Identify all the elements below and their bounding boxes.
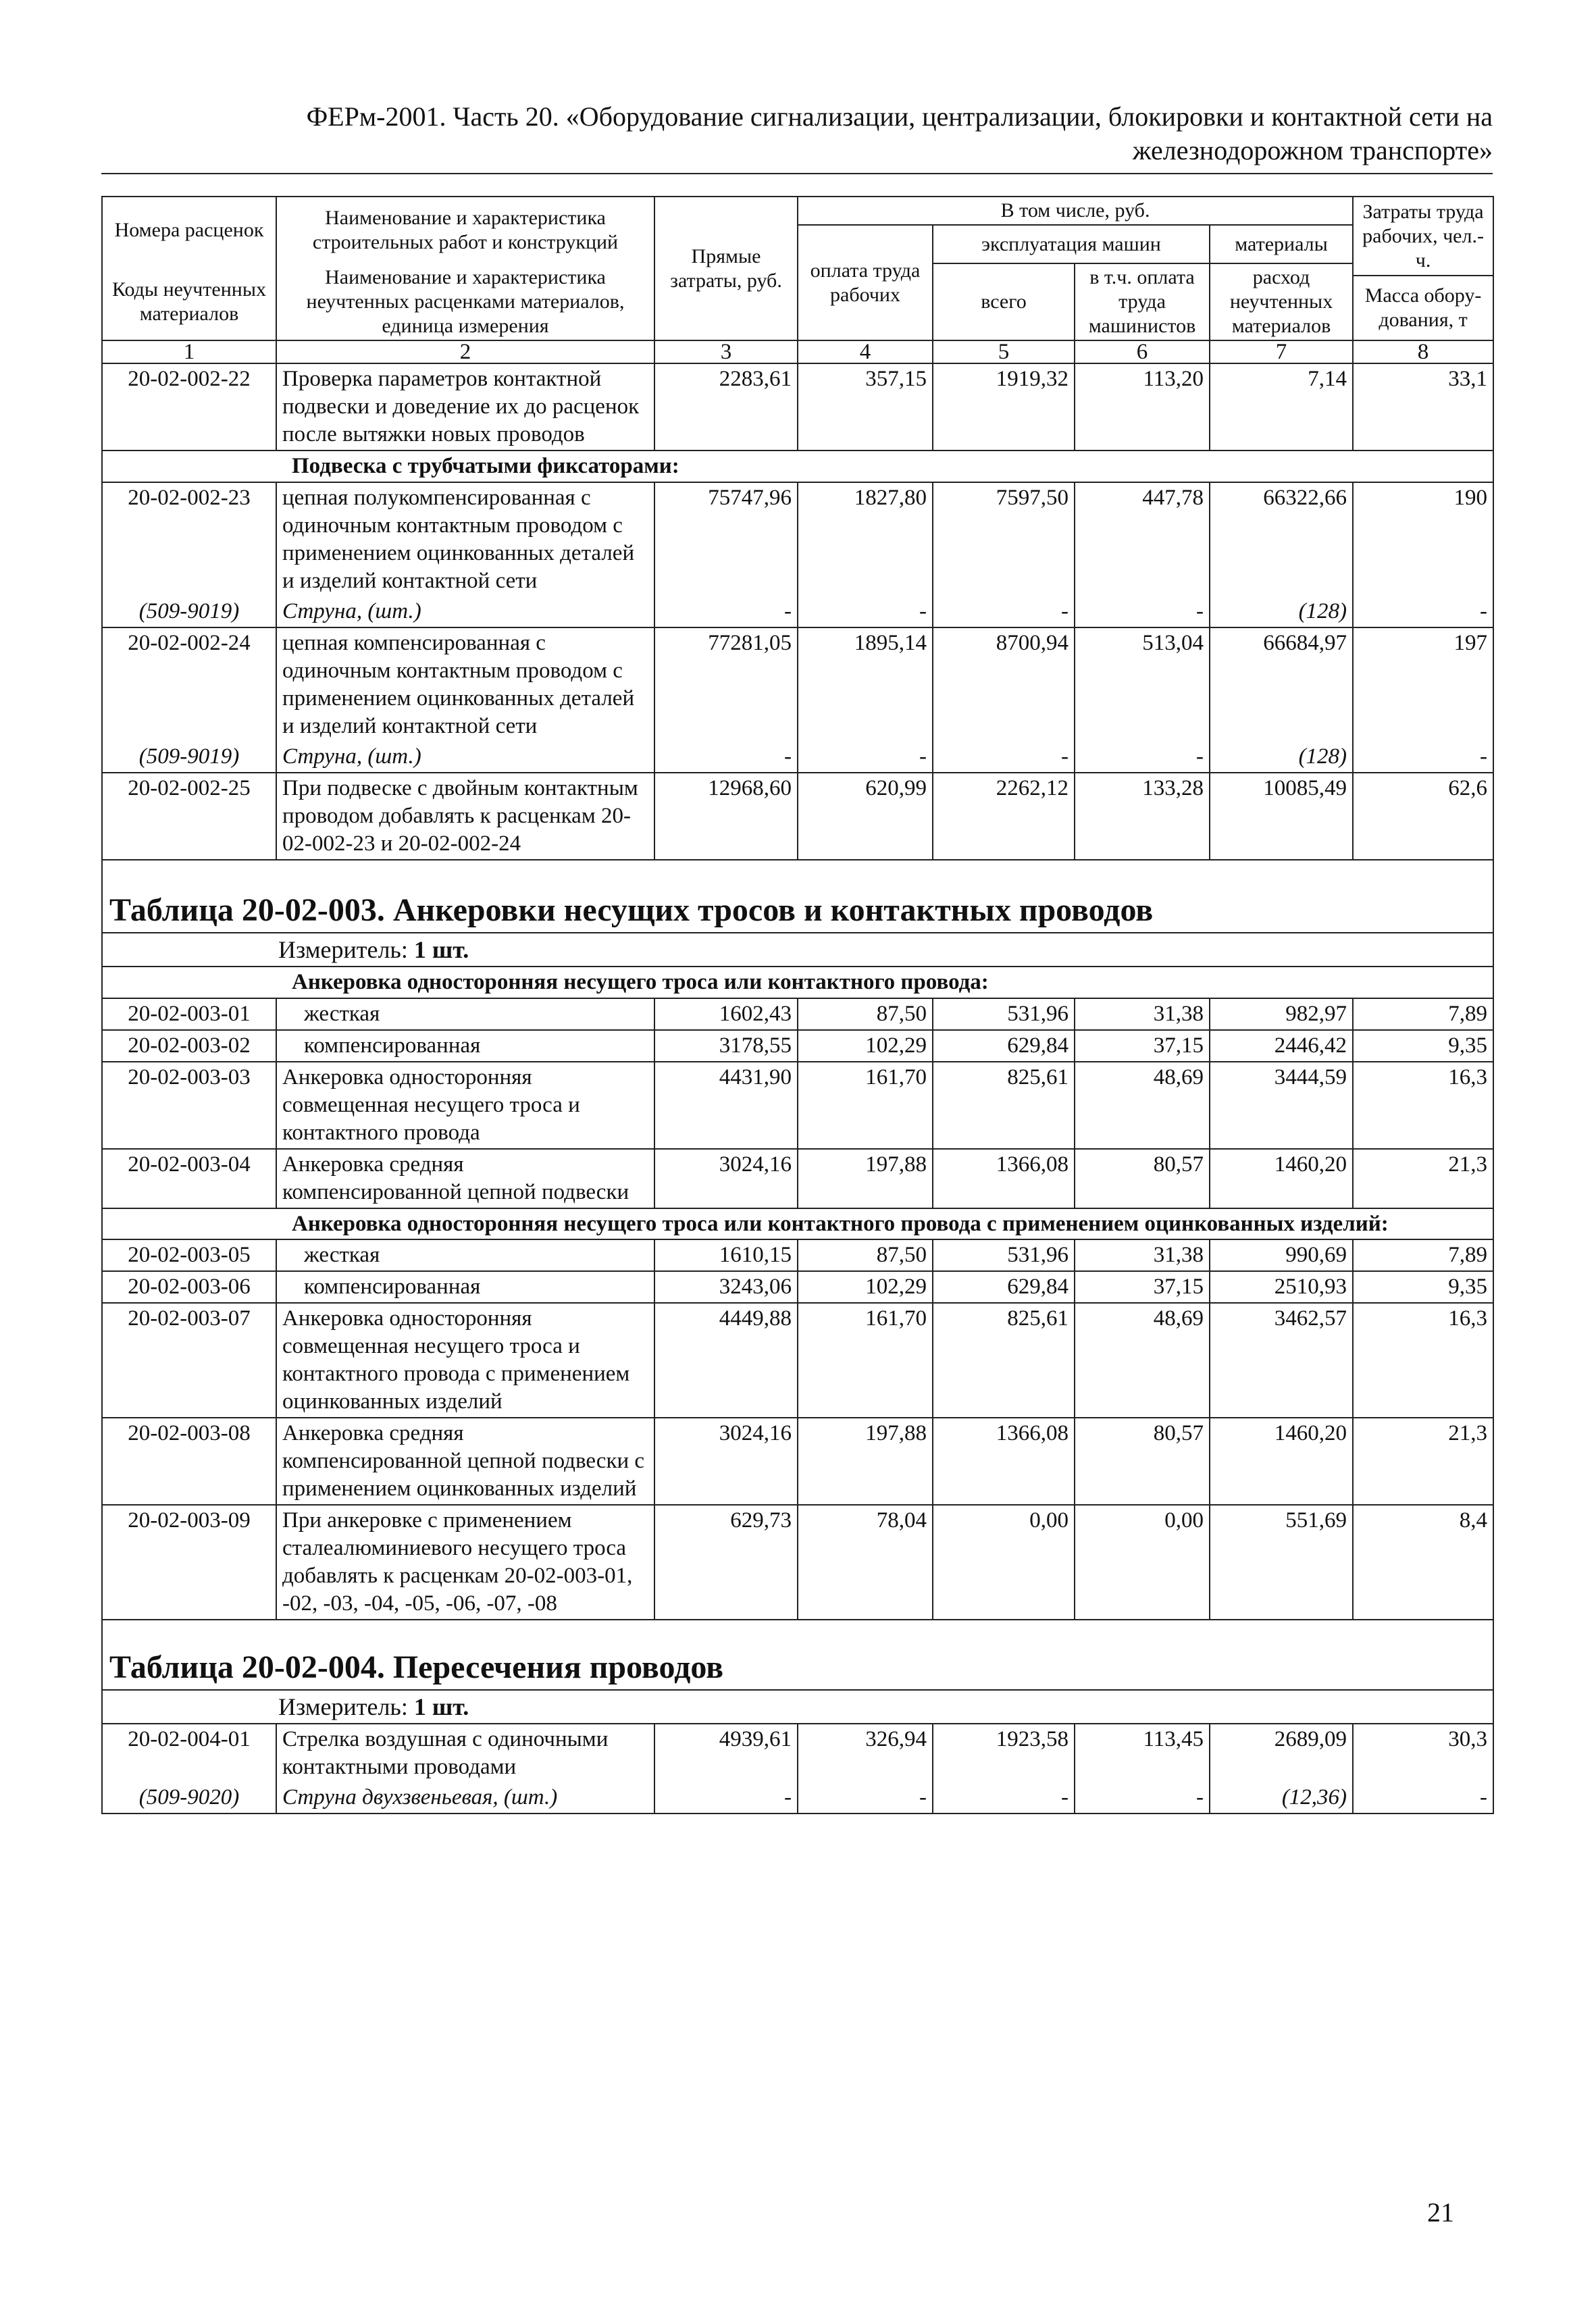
machines-total: 2262,12 [933,773,1075,860]
direct-costs: 3024,16 [654,1418,798,1505]
materials: 66322,66 [1210,482,1353,596]
operator-wages: 133,28 [1075,773,1210,860]
materials: 982,97 [1210,998,1353,1030]
section-row [102,967,1493,998]
rate-name: цепная полукомпенсированная с одиночным контактным проводом с применением оцинкованных деталей и изделий контактной сети [276,482,654,596]
wages: 87,50 [798,998,933,1030]
operator-wages: 0,00 [1075,1505,1210,1620]
rate-code: 20-02-003-02 [102,1030,276,1062]
section-row [102,451,1493,482]
operator-wages: 113,20 [1075,363,1210,451]
header-work-name: Наименование и характеристика строительных работ и конструкций [276,197,654,263]
unit-row [102,1690,1493,1724]
rate-name: Анкеровка средняя компенсированной цепной подвески с применением оцинкованных изделий [276,1418,654,1505]
machines-total: 629,84 [933,1030,1075,1062]
materials: 3444,59 [1210,1062,1353,1149]
wages: 102,29 [798,1271,933,1303]
labor: 197 [1353,627,1493,742]
wages: 161,70 [798,1062,933,1149]
column-number: 6 [1075,340,1210,363]
operator-wages: - [1075,1782,1210,1814]
machines-total: 0,00 [933,1505,1075,1620]
direct-costs: - [654,596,798,627]
rate-name: Стрелка воздушная с одиночными контактными проводами [276,1724,654,1782]
table-title-row [102,860,1493,933]
material-consumption: (128) [1210,596,1353,627]
machines-total: 825,61 [933,1062,1075,1149]
rate-name: жесткая [276,998,654,1030]
header-material-codes: Коды неучтенных материалов [102,263,276,340]
rate-name: Анкеровка средняя компенсированной цепной подвески [276,1149,654,1208]
header-material-consumption: расход неучтенных материалов [1210,263,1353,340]
column-number: 5 [933,340,1075,363]
machines-total: 1923,58 [933,1724,1075,1782]
direct-costs: 3243,06 [654,1271,798,1303]
material-code: (509-9019) [102,742,276,773]
rate-code: 20-02-004-01 [102,1724,276,1782]
materials: 1460,20 [1210,1149,1353,1208]
direct-costs: 4431,90 [654,1062,798,1149]
machines-total: - [933,596,1075,627]
materials: 551,69 [1210,1505,1353,1620]
section-row [102,1208,1493,1239]
material-name: Струна, (шт.) [276,742,654,773]
table-row [102,1724,1493,1782]
rate-name: Анкеровка односторонняя совмещенная несущего троса и контактного провода [276,1062,654,1149]
labor: 190 [1353,482,1493,596]
direct-costs: 75747,96 [654,482,798,596]
machines-total: 1919,32 [933,363,1075,451]
table-row [102,627,1493,742]
operator-wages: 31,38 [1075,998,1210,1030]
header-wages: оплата труда рабочих [798,225,933,340]
material-row [102,596,1493,627]
materials: 990,69 [1210,1239,1353,1271]
operator-wages: 31,38 [1075,1239,1210,1271]
machines-total: 531,96 [933,1239,1075,1271]
labor: - [1353,596,1493,627]
wages: 197,88 [798,1149,933,1208]
header-rule [101,173,1493,174]
rate-code: 20-02-002-24 [102,627,276,742]
rate-name: Проверка параметров контактной подвески и доведение их до расценок после вытяжки новых проводов [276,363,654,451]
direct-costs: 77281,05 [654,627,798,742]
section-heading: Анкеровка односторонняя несущего троса или контактного провода с применением оцинкованных изделий: [102,1208,1493,1239]
labor: 7,89 [1353,1239,1493,1271]
column-number: 8 [1353,340,1493,363]
operator-wages: 48,69 [1075,1303,1210,1418]
wages: 102,29 [798,1030,933,1062]
header-direct-costs: Прямые затраты, руб. [654,197,798,340]
direct-costs: 3178,55 [654,1030,798,1062]
operator-wages: 37,15 [1075,1030,1210,1062]
material-row [102,742,1493,773]
wages: 78,04 [798,1505,933,1620]
direct-costs: - [654,1782,798,1814]
column-number-row [102,340,1493,363]
table-row [102,1505,1493,1620]
labor: 30,3 [1353,1724,1493,1782]
operator-wages: 37,15 [1075,1271,1210,1303]
materials: 3462,57 [1210,1303,1353,1418]
material-consumption: (12,36) [1210,1782,1353,1814]
rate-code: 20-02-003-05 [102,1239,276,1271]
operator-wages: 48,69 [1075,1062,1210,1149]
table-title: Таблица 20-02-004. Пересечения проводов [102,1620,1493,1690]
column-number: 4 [798,340,933,363]
wages: 620,99 [798,773,933,860]
header-machines: эксплуатация машин [933,225,1210,263]
table-row [102,1239,1493,1271]
rate-code: 20-02-003-06 [102,1271,276,1303]
section-heading: Анкеровка односторонняя несущего троса или контактного провода: [102,967,1493,998]
labor: 33,1 [1353,363,1493,451]
material-code: (509-9020) [102,1782,276,1814]
wages: 326,94 [798,1724,933,1782]
machines-total: 825,61 [933,1303,1075,1418]
header-equipment-mass: Масса обору- дования, т [1353,276,1493,340]
rate-code: 20-02-002-23 [102,482,276,596]
rate-code: 20-02-003-03 [102,1062,276,1149]
machines-total: - [933,742,1075,773]
materials: 7,14 [1210,363,1353,451]
machines-total: 7597,50 [933,482,1075,596]
wages: 357,15 [798,363,933,451]
header-materials: материалы [1210,225,1353,263]
labor: 8,4 [1353,1505,1493,1620]
rate-code: 20-02-003-01 [102,998,276,1030]
operator-wages: 80,57 [1075,1149,1210,1208]
rate-name: компенсированная [276,1271,654,1303]
unit-label: Измеритель: [278,936,414,963]
table-row [102,482,1493,596]
header-machines-total: всего [933,263,1075,340]
header-operator-wages: в т.ч. оплата труда машинистов [1075,263,1210,340]
material-name: Струна двухзвеньевая, (шт.) [276,1782,654,1814]
machines-total: 629,84 [933,1271,1075,1303]
header-including: В том числе, руб. [798,197,1353,225]
table-row [102,998,1493,1030]
labor: 21,3 [1353,1149,1493,1208]
table-title: Таблица 20-02-003. Анкеровки несущих тросов и контактных проводов [102,860,1493,933]
table-row [102,1149,1493,1208]
operator-wages: - [1075,596,1210,627]
labor: 16,3 [1353,1303,1493,1418]
labor: 62,6 [1353,773,1493,860]
direct-costs: 3024,16 [654,1149,798,1208]
operator-wages: 447,78 [1075,482,1210,596]
rate-name: жесткая [276,1239,654,1271]
table-row [102,1030,1493,1062]
operator-wages: - [1075,742,1210,773]
header-row-1 [102,197,1493,225]
wages: - [798,1782,933,1814]
rate-name: При подвеске с двойным контактным проводом добавлять к расценкам 20-02-002-23 и 20-02-002-24 [276,773,654,860]
labor: 9,35 [1353,1271,1493,1303]
wages: - [798,742,933,773]
table-row [102,1303,1493,1418]
wages: 1827,80 [798,482,933,596]
direct-costs: 12968,60 [654,773,798,860]
rate-name: Анкеровка односторонняя совмещенная несущего троса и контактного провода с применением оцинкованных изделий [276,1303,654,1418]
table-row [102,363,1493,451]
wages: 161,70 [798,1303,933,1418]
rate-code: 20-02-003-09 [102,1505,276,1620]
direct-costs: 4449,88 [654,1303,798,1418]
rate-name: При анкеровке с применением сталеалюминиевого несущего троса добавлять к расценкам 20-02-003-01, -02, -03, -04, -05, -06, -07, -08 [276,1505,654,1620]
unit-value: 1 шт. [413,936,469,963]
material-code: (509-9019) [102,596,276,627]
operator-wages: 113,45 [1075,1724,1210,1782]
page-number: 21 [1427,2197,1454,2228]
table-row [102,1062,1493,1149]
table-row [102,773,1493,860]
material-name: Струна, (шт.) [276,596,654,627]
wages: 1895,14 [798,627,933,742]
labor: 7,89 [1353,998,1493,1030]
materials: 66684,97 [1210,627,1353,742]
running-header [196,100,1493,168]
direct-costs: 4939,61 [654,1724,798,1782]
unit-label: Измеритель: [278,1693,414,1720]
materials: 2510,93 [1210,1271,1353,1303]
rate-code: 20-02-003-07 [102,1303,276,1418]
material-row [102,1782,1493,1814]
machines-total: 1366,08 [933,1149,1075,1208]
direct-costs: 629,73 [654,1505,798,1620]
direct-costs: - [654,742,798,773]
materials: 10085,49 [1210,773,1353,860]
material-consumption: (128) [1210,742,1353,773]
column-number: 2 [276,340,654,363]
direct-costs: 1602,43 [654,998,798,1030]
unit-line [102,933,1493,967]
unit-line [102,1690,1493,1724]
column-number: 3 [654,340,798,363]
operator-wages: 80,57 [1075,1418,1210,1505]
header-material-names: Наименование и характеристика неучтенных расценками материалов, единица измерения [276,263,654,340]
direct-costs: 1610,15 [654,1239,798,1271]
direct-costs: 2283,61 [654,363,798,451]
column-number: 7 [1210,340,1353,363]
running-header-line-2: железнодорожном транспорте» [1132,135,1493,165]
materials: 2689,09 [1210,1724,1353,1782]
materials: 2446,42 [1210,1030,1353,1062]
unit-value: 1 шт. [413,1693,469,1720]
header-rate-numbers: Номера расценок [102,197,276,263]
rate-name: компенсированная [276,1030,654,1062]
labor: - [1353,1782,1493,1814]
rates-table [101,196,1494,1814]
labor: 16,3 [1353,1062,1493,1149]
machines-total: - [933,1782,1075,1814]
labor: 9,35 [1353,1030,1493,1062]
machines-total: 1366,08 [933,1418,1075,1505]
labor: 21,3 [1353,1418,1493,1505]
header-labor: Затраты труда рабочих, чел.-ч. [1353,197,1493,276]
wages: 87,50 [798,1239,933,1271]
table-title-row [102,1620,1493,1690]
rate-code: 20-02-002-25 [102,773,276,860]
rate-code: 20-02-003-08 [102,1418,276,1505]
table-row [102,1271,1493,1303]
column-number: 1 [102,340,276,363]
rate-name: цепная компенсированная с одиночным контактным проводом с применением оцинкованных деталей и изделий контактной сети [276,627,654,742]
table-row [102,1418,1493,1505]
wages: 197,88 [798,1418,933,1505]
operator-wages: 513,04 [1075,627,1210,742]
running-header-line-1: ФЕРм-2001. Часть 20. «Оборудование сигнализации, централизации, блокировки и контактной сети на [306,101,1493,132]
materials: 1460,20 [1210,1418,1353,1505]
section-heading: Подвеска с трубчатыми фиксаторами: [102,451,1493,482]
labor: - [1353,742,1493,773]
rate-code: 20-02-003-04 [102,1149,276,1208]
rate-code: 20-02-002-22 [102,363,276,451]
unit-row [102,933,1493,967]
machines-total: 531,96 [933,998,1075,1030]
wages: - [798,596,933,627]
machines-total: 8700,94 [933,627,1075,742]
